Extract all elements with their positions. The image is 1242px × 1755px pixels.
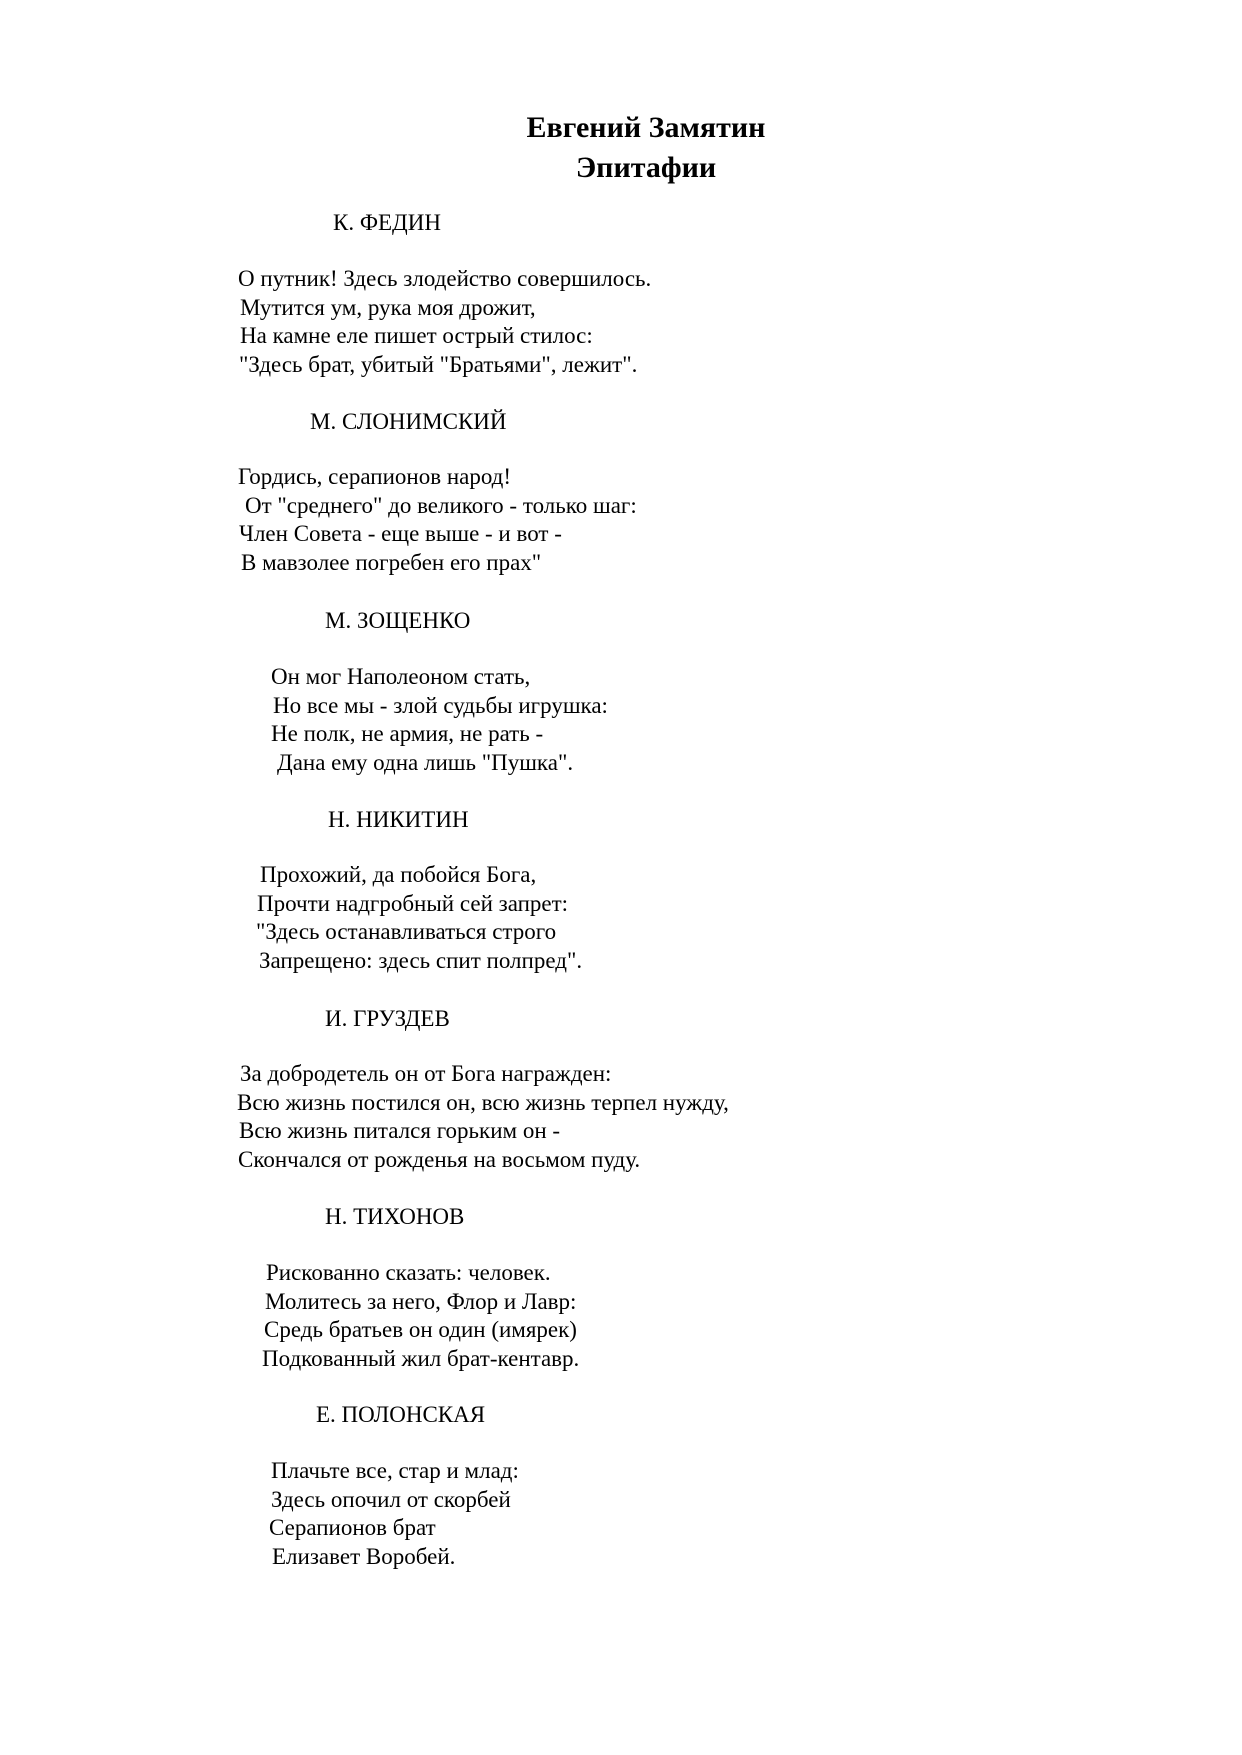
- verse-line: Всю жизнь постился он, всю жизнь терпел нужду,: [237, 1089, 729, 1115]
- title-block: [0, 108, 1242, 188]
- verse-line: "Здесь брат, убитый "Братьями", лежит".: [239, 351, 638, 377]
- verse-line: Прочти надгробный сей запрет:: [257, 890, 569, 916]
- epitaph-verse-gruzdev: [237, 1060, 729, 1174]
- verse-line: Всю жизнь питался горьким он -: [239, 1118, 561, 1143]
- verse-line: Мутится ум, рука моя дрожит,: [240, 294, 536, 320]
- author-name: Евгений Замятин: [526, 111, 766, 144]
- verse-line: Член Совета - еще выше - и вот -: [239, 521, 562, 546]
- epitaph-verse-zoshchenko: [271, 663, 608, 777]
- verse-line: Здесь опочил от скорбей: [271, 1486, 511, 1512]
- verse-line: Скончался от рожденья на восьмом пуду.: [238, 1146, 641, 1172]
- verse-line: Прохожий, да побойся Бога,: [260, 862, 537, 887]
- epitaph-heading-fedin: К. ФЕДИН: [333, 210, 441, 235]
- verse-line: Он мог Наполеоном стать,: [271, 664, 531, 689]
- epitaph-verse-nikitin: [256, 861, 582, 975]
- verse-line: Дана ему одна лишь "Пушка".: [277, 749, 574, 775]
- verse-line: Средь братьев он один (имярек): [264, 1317, 577, 1342]
- verse-line: Запрещено: здесь спит полпред".: [259, 947, 583, 973]
- epitaph-heading-gruzdev: И. ГРУЗДЕВ: [325, 1006, 450, 1031]
- epitaph-heading-tikhonov: Н. ТИХОНОВ: [325, 1204, 465, 1229]
- epitaph-heading-polonskaya: Е. ПОЛОНСКАЯ: [316, 1402, 486, 1427]
- epitaph-verse-polonskaya: [269, 1457, 519, 1571]
- verse-line: Елизавет Воробей.: [272, 1543, 456, 1569]
- epitaph-verse-slonimsky: [238, 463, 637, 577]
- verse-line: Серапионов брат: [269, 1515, 436, 1540]
- verse-line: Рискованно сказать: человек.: [266, 1260, 551, 1285]
- epitaph-heading-slonimsky: М. СЛОНИМСКИЙ: [310, 409, 507, 434]
- verse-line: За добродетель он от Бога награжден:: [240, 1061, 612, 1086]
- verse-line: Плачьте все, стар и млад:: [271, 1458, 519, 1483]
- verse-line: О путник! Здесь злодейство совершилось.: [238, 266, 652, 291]
- verse-line: В мавзолее погребен его прах": [241, 549, 542, 575]
- epitaph-heading-nikitin: Н. НИКИТИН: [328, 807, 469, 832]
- verse-line: От "среднего" до великого - только шаг:: [245, 492, 637, 518]
- verse-line: Молитесь за него, Флор и Лавр:: [265, 1288, 577, 1314]
- verse-line: Но все мы - злой судьбы игрушка:: [273, 692, 608, 718]
- verse-line: "Здесь останавливаться строго: [256, 919, 557, 944]
- document-title: Эпитафии: [575, 151, 717, 184]
- epitaph-verse-tikhonov: [262, 1259, 579, 1373]
- verse-line: Гордись, серапионов народ!: [238, 464, 512, 489]
- verse-line: Подкованный жил брат-кентавр.: [262, 1345, 580, 1371]
- verse-line: Не полк, не армия, не рать -: [271, 721, 544, 746]
- epitaph-verse-fedin: [238, 265, 651, 379]
- epitaph-heading-zoshchenko: М. ЗОЩЕНКО: [325, 608, 471, 633]
- verse-line: На камне еле пишет острый стилос:: [240, 323, 593, 348]
